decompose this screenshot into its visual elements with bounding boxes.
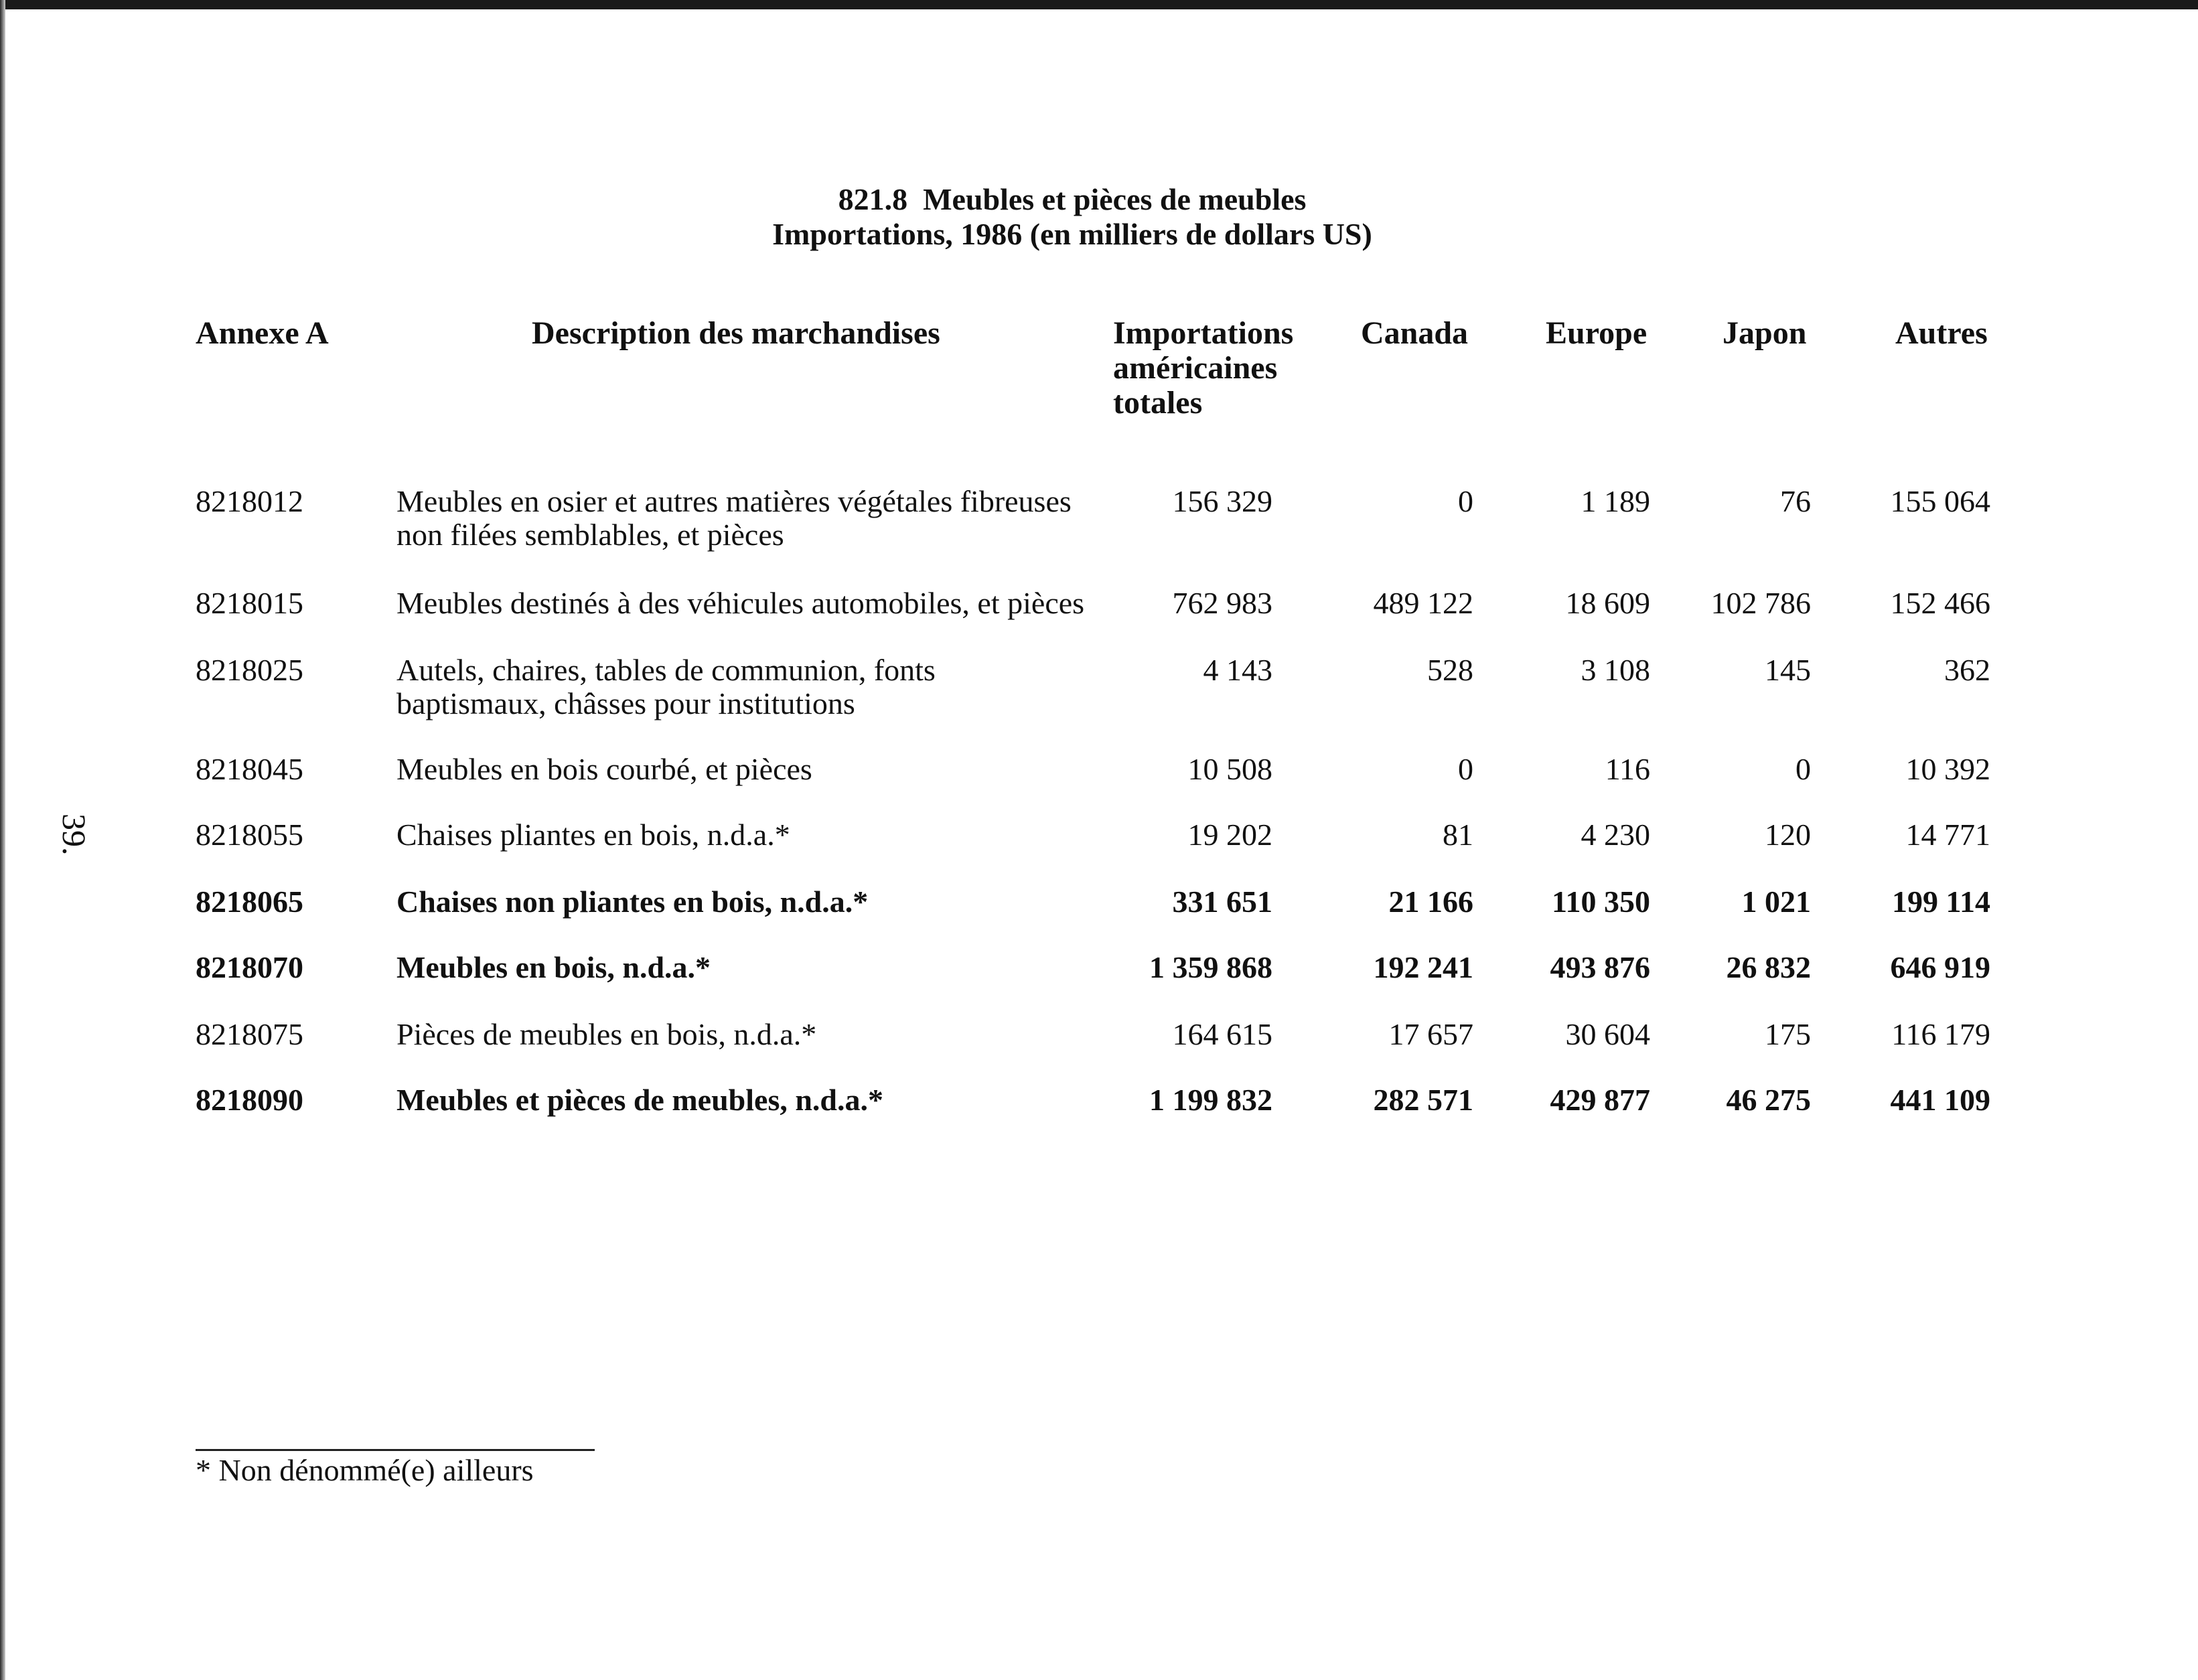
cell-japon: 102 786	[1710, 586, 1811, 620]
description-line-1: Chaises pliantes en bois, n.d.a.*	[396, 818, 790, 852]
cell-code: 8218025	[196, 653, 303, 687]
description-line-2: baptismaux, châsses pour institutions	[396, 686, 855, 720]
header-autres: Autres	[1895, 315, 1988, 351]
cell-canada: 489 122	[1373, 586, 1473, 620]
cell-code: 8218075	[196, 1017, 303, 1051]
title-line-1: 821.8 Meubles et pièces de meubles	[838, 182, 1307, 216]
cell-canada: 81	[1443, 818, 1473, 852]
cell-japon: 76	[1780, 484, 1811, 518]
cell-canada: 192 241	[1373, 950, 1473, 984]
cell-japon: 46 275	[1726, 1083, 1811, 1117]
title-line-2: Importations, 1986 (en milliers de dollars US)	[772, 217, 1372, 251]
cell-code: 8218090	[196, 1083, 303, 1117]
description-line-1: Meubles destinés à des véhicules automobiles, et pièces	[396, 586, 1085, 620]
footnote-divider	[196, 1449, 595, 1451]
description-line-1: Meubles en bois courbé, et pièces	[396, 752, 812, 786]
cell-japon: 1 021	[1741, 885, 1811, 919]
cell-autres: 441 109	[1890, 1083, 1990, 1117]
cell-japon: 145	[1765, 653, 1811, 687]
cell-canada: 282 571	[1373, 1083, 1473, 1117]
cell-autres: 155 064	[1890, 484, 1990, 518]
cell-autres: 116 179	[1891, 1017, 1990, 1051]
cell-autres: 199 114	[1892, 885, 1990, 919]
page-number: 39.	[56, 814, 93, 856]
cell-autres: 14 771	[1905, 818, 1990, 852]
description-line-2: non filées semblables, et pièces	[396, 518, 784, 552]
cell-autres: 152 466	[1890, 586, 1990, 620]
cell-code: 8218065	[196, 885, 303, 919]
cell-total: 164 615	[1172, 1017, 1272, 1051]
cell-autres: 10 392	[1905, 752, 1990, 786]
cell-europe: 1 189	[1581, 484, 1650, 518]
cell-total: 762 983	[1172, 586, 1272, 620]
description-line-1: Meubles en osier et autres matières végétales fibreuses	[396, 484, 1072, 518]
cell-total: 10 508	[1187, 752, 1272, 786]
cell-description	[396, 885, 1153, 919]
cell-total: 1 199 832	[1149, 1083, 1272, 1117]
header-annexe: Annexe A	[196, 315, 329, 351]
cell-europe: 18 609	[1565, 586, 1650, 620]
cell-description	[396, 587, 1187, 620]
table-title	[0, 182, 2198, 252]
cell-canada: 0	[1458, 484, 1473, 518]
cell-autres: 646 919	[1890, 950, 1990, 984]
cell-europe: 30 604	[1565, 1017, 1650, 1051]
cell-europe: 493 876	[1550, 950, 1650, 984]
cell-description	[396, 818, 1153, 852]
cell-total: 4 143	[1203, 653, 1272, 687]
cell-canada: 21 166	[1388, 885, 1473, 919]
description-line-1: Meubles en bois, n.d.a.*	[396, 950, 711, 984]
header-description: Description des marchandises	[532, 315, 940, 351]
scan-top-edge	[0, 0, 2198, 9]
scan-left-edge	[0, 0, 5, 1680]
header-total-line-1: Importations	[1113, 315, 1294, 351]
cell-europe: 3 108	[1581, 653, 1650, 687]
cell-europe: 116	[1605, 752, 1650, 786]
cell-canada: 17 657	[1388, 1017, 1473, 1051]
cell-code: 8218070	[196, 950, 303, 984]
cell-description	[396, 485, 1153, 552]
cell-autres: 362	[1944, 653, 1990, 687]
cell-total: 331 651	[1172, 885, 1272, 919]
cell-description	[396, 1018, 1153, 1051]
header-europe: Europe	[1546, 315, 1647, 351]
cell-europe: 429 877	[1550, 1083, 1650, 1117]
header-total-line-2: américaines	[1113, 350, 1278, 386]
header-total-line-3: totales	[1113, 385, 1203, 421]
cell-code: 8218055	[196, 818, 303, 852]
cell-code: 8218045	[196, 752, 303, 786]
cell-europe: 110 350	[1552, 885, 1650, 919]
cell-description	[396, 951, 1153, 984]
header-japon: Japon	[1723, 315, 1807, 351]
description-line-1: Chaises non pliantes en bois, n.d.a.*	[396, 885, 869, 919]
cell-canada: 528	[1427, 653, 1473, 687]
cell-description	[396, 654, 1153, 720]
description-line-1: Autels, chaires, tables de communion, fonts	[396, 653, 936, 687]
cell-japon: 26 832	[1726, 950, 1811, 984]
header-total	[1113, 316, 1293, 421]
cell-description	[396, 1083, 1153, 1117]
cell-total: 1 359 868	[1149, 950, 1272, 984]
footnote: * Non dénommé(e) ailleurs	[196, 1453, 534, 1487]
cell-japon: 175	[1765, 1017, 1811, 1051]
cell-japon: 0	[1796, 752, 1811, 786]
header-canada: Canada	[1361, 315, 1469, 351]
description-line-1: Pièces de meubles en bois, n.d.a.*	[396, 1017, 817, 1051]
cell-europe: 4 230	[1581, 818, 1650, 852]
cell-canada: 0	[1458, 752, 1473, 786]
cell-description	[396, 753, 1153, 786]
cell-code: 8218015	[196, 586, 303, 620]
description-line-1: Meubles et pièces de meubles, n.d.a.*	[396, 1083, 884, 1117]
cell-total: 19 202	[1187, 818, 1272, 852]
cell-total: 156 329	[1172, 484, 1272, 518]
cell-code: 8218012	[196, 484, 303, 518]
cell-japon: 120	[1765, 818, 1811, 852]
